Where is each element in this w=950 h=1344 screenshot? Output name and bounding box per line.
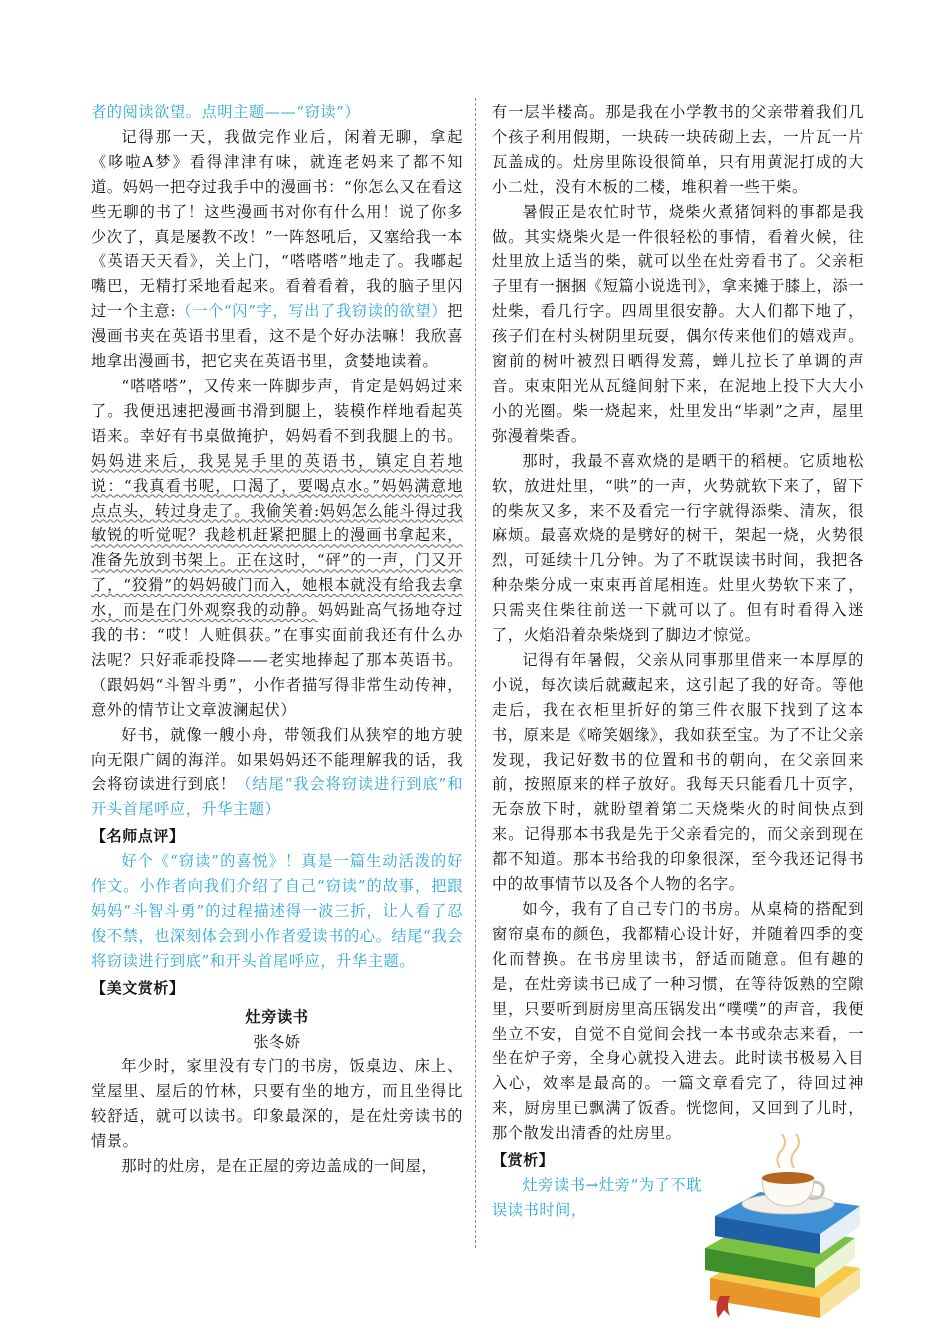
article-title: 灶旁读书 (245, 1007, 309, 1026)
paragraph: 年少时，家里没有专门的书房，饭桌边、床上、堂屋里、屋后的竹林，只要有坐的地方，而且坐得比较舒适，就可以读书。印象最深的，是在灶旁读书的情景。 (91, 1057, 463, 1151)
inline-comment: （结尾“我会将窃读进行到底”和开头首尾呼应，升华主题） (91, 775, 464, 819)
wavy-underlined-text: 妈妈进来后，我晃晃手里的英语书，镇定自若地说：“我真看书呢，口渴了，要喝点水。”妈妈满意地点点头，转过身走了。我偷笑着:妈妈怎么能斗得过我敏锐的听觉呢？我趁机赶紧把腿上的漫画书拿起来，准备先放到书架上。正在这时，“砰”的一声，门又开了，“狡猾”的妈妈破门而入，她根本就没有给我去拿水，而是在门外观察我的动静。 (91, 451, 463, 620)
text: “嗒嗒嗒”，又传来一阵脚步声，肯定是妈妈过来了。我便迅速把漫画书滑到腿上，装模作样地看起英语来。幸好有书桌做掩护，妈妈看不到我腿上的书。 (91, 376, 463, 445)
article-author: 张冬娇 (253, 1032, 301, 1051)
text: 好书，就像一艘小舟，带领我们从狭窄的地方驶向无限广阔的海洋。如果妈妈还不能理解我的话，我会将窃读进行到底！ (91, 725, 463, 794)
paragraph: 有一层半楼高。那是我在小学教书的父亲带着我们几个孩子利用假期，一块砖一块砖砌上去，一片瓦一片瓦盖成的。灶房里陈设很简单，只有用黄泥打成的大小二灶，没有木板的二楼，堆积着一些干柴。 (492, 103, 864, 196)
section-heading-analysis: 【赏析】 (492, 1151, 555, 1170)
paragraph: 记得有年暑假，父亲从同事那里借来一本厚厚的小说，每次读后就藏起来，这引起了我的好奇。等他走后，我在衣柜里折好的第三件衣服下找到了这本书，原来是《啼笑姻缘》，我如获至宝。为了不让父亲发现，我记好数书的位置和书的朝向，在父亲回来前，按照原来的样子放好。我每天只能看几十页字，无奈放下时，就盼望着第二天烧柴火的时间快点到来。记得那本书我是先于父亲看完的，而父亲到现在都不知道。那本书给我的印象很深，至今我还记得书中的故事情节以及各个人物的名字。 (492, 650, 864, 894)
section-heading-review: 【名师点评】 (91, 827, 185, 846)
paragraph (91, 374, 463, 723)
text: 把漫画书夹在英语书里看，这不是个好办法嘛！我欣喜地拿出漫画书，把它夹在英语书里，贪婪地读着。 (91, 302, 463, 371)
paragraph: 如今，我有了自己专门的书房。从桌椅的搭配到窗帘桌布的颜色，我都精心设计好，并随着四季的变化而替换。在书房里读书，舒适而随意。但有趣的是，在灶旁读书已成了一种习惯，在等待饭熟的空隙里，只要听到厨房里高压锅发出“噗噗”的声音，我便坐立不安，自觉不自觉间会找一本书或杂志来看，一坐在炉子旁，全身心就投入进去。此时读书极易入目入心，效率是最高的。一篇文章看完了，待回过神来，厨房里已飘满了饭香。恍惚间，又回到了儿时，那个散发出清香的灶房里。 (492, 900, 864, 1143)
analysis-text: 灶旁读书→灶旁“为了不耽误读书时间， (492, 1175, 702, 1219)
text: 妈妈趾高气扬地夺过我的书：“哎！人赃俱获。”在事实面前我还有什么办法呢？只好乖乖投降——老实地捧起了那本英语书。（跟妈妈“斗智斗勇”，小作者描写得非常生动传神，意外的情节让文章波澜起伏） (91, 601, 464, 719)
right-column (492, 100, 864, 1223)
inline-comment: （一个“闪”字，写出了我窃读的欲望） (176, 302, 448, 321)
intro-comment: 者的阅读欲望。点明主题——“窃读”） (91, 103, 361, 121)
left-column (91, 100, 463, 1179)
paragraph (91, 723, 463, 823)
paragraph (91, 125, 463, 374)
paragraph: 那时，我最不喜欢烧的是晒干的稻梗。它质地松软，放进灶里，“哄”的一声，火势就软下来了，留下的柴灰又多，来不及看完一行字就得添柴、清灰，很麻烦。最喜欢烧的是劈好的树干，架起一烧，火势很烈，可延续十几分钟。为了不耽误读书时间，我把各种杂柴分成一束束再首尾相连。灶里火势软下来了，只需夹住柴往前送一下就可以了。但有时看得入迷了，火焰沿着杂柴烧到了脚边才惊觉。 (492, 451, 864, 645)
text: 记得那一天，我做完作业后，闲着无聊，拿起《哆啦A梦》看得津津有味，就连老妈来了都不知道。妈妈一把夺过我手中的漫画书：“你怎么又在看这些无聊的书了！这些漫画书对你有什么用！说了你多少次了，真是屡教不改！”一阵怒吼后，又塞给我一本《英语天天看》，关上门，“嗒嗒嗒”地走了。我嘟起嘴巴，无精打采地看起来。看着看着，我的脑子里闪过一个主意: (91, 127, 463, 321)
section-heading-appreciation: 【美文赏析】 (91, 978, 185, 997)
paragraph: 暑假正是农忙时节，烧柴火煮猪饲料的事都是我做。其实烧柴火是一件很轻松的事情，看着火候，往灶里放上适当的柴，就可以坐在灶旁看书了。父亲柜子里有一捆捆《短篇小说选刊》，拿来摊于膝上，添一灶柴，看几行字。四周里很安静。大人们都下地了，孩子们在村头树阴里玩耍，偶尔传来他们的嬉戏声。窗前的树叶被烈日晒得发蔫，蝉儿拉长了单调的声音。束束阳光从瓦缝间射下来，在泥地上投下大大小小的光圈。柴一烧起来，灶里发出“毕剥”之声，屋里弥漫着柴香。 (492, 202, 864, 445)
column-divider (475, 98, 476, 1248)
paragraph: 那时的灶房，是在正屋的旁边盖成的一间屋， (121, 1157, 438, 1176)
books-and-tea-icon (700, 1128, 870, 1328)
teacher-review: 好个《“窃读”的喜悦》！真是一篇生动活泼的好作文。小作者向我们介绍了自己“窃读”的故事，把跟妈妈“斗智斗勇”的过程描述得一波三折，让人看了忍俊不禁，也深刻体会到小作者爱读书的心。结尾“我会将窃读进行到底”和开头首尾呼应，升华主题。 (91, 852, 463, 970)
